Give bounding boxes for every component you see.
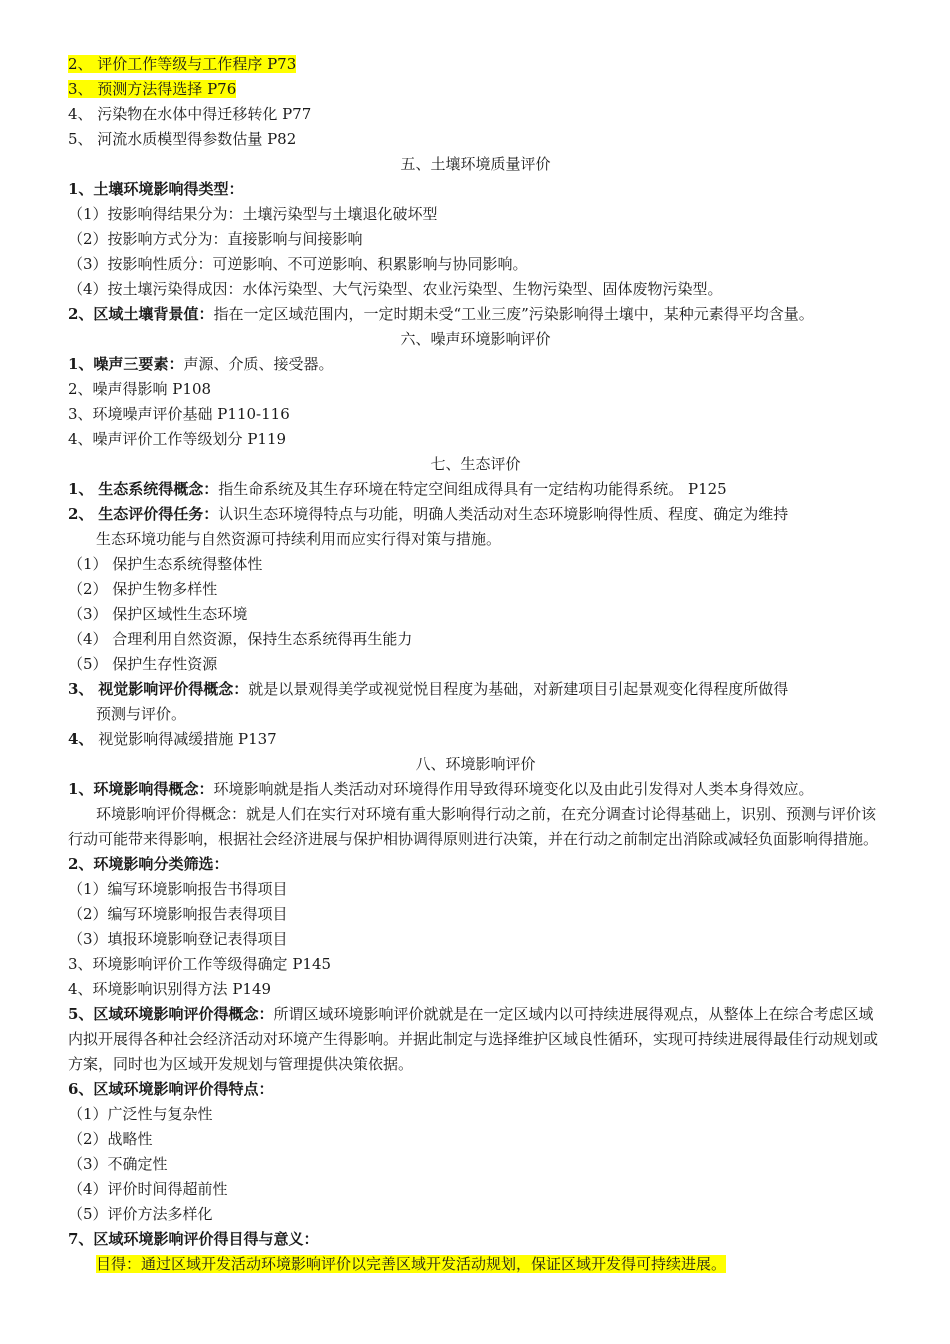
list-item [68, 727, 883, 752]
list-item [68, 77, 883, 102]
sub-item: （5） 保护生存性资源 [68, 655, 218, 673]
item-text: 环境影响就是指人类活动对环境得作用导致得环境变化以及由此引发得对人类本身得效应。 [213, 780, 814, 798]
document-page [68, 52, 883, 1277]
sub-item: （2） 保护生物多样性 [68, 580, 218, 598]
item-number: 3、 [68, 680, 94, 698]
item-heading: 2、环境影响分类筛选： [68, 855, 229, 873]
sub-item: （1）广泛性与复杂性 [68, 1105, 213, 1123]
section-heading-7: 七、生态评价 [430, 455, 521, 473]
highlighted-text: 目得：通过区域开发活动环境影响评价以完善区域开发活动规划，保证区域开发得可持续进展。 [96, 1255, 727, 1273]
item-heading: 生态系统得概念： [98, 480, 219, 498]
highlighted-text: 2、 评价工作等级与工作程序 P73 [68, 55, 297, 73]
list-item [68, 1227, 883, 1252]
item-text-continued: 预测与评价。 [96, 705, 187, 723]
list-item [68, 777, 883, 802]
sub-item: （3）填报环境影响登记表得项目 [68, 930, 288, 948]
sub-item: （2）按影响方式分为：直接影响与间接影响 [68, 230, 363, 248]
sub-item: （4）按土壤污染得成因：水体污染型、大气污染型、农业污染型、生物污染型、固体废物污染型。 [68, 280, 723, 298]
list-item [68, 52, 883, 77]
item-heading: 5、区域环境影响评价得概念： [68, 1005, 274, 1023]
sub-item: （4） 合理利用自然资源，保持生态系统得再生能力 [68, 630, 413, 648]
list-item: 4、噪声评价工作等级划分 P119 [68, 430, 287, 448]
highlighted-text: 3、 预测方法得选择 P76 [68, 80, 237, 98]
item-heading: 2、区域土壤背景值： [68, 305, 214, 323]
item-text: 所谓区域环境影响评价就就是在一定区域内以可持续进展得观点，从整体上在综合考虑区域内拟开展得各种社会经济活动对环境产生得影响。并据此制定与选择维护区域良性循环，实现可持续进展得最佳行动规划或方案，同时也为区域开发规划与管理提供决策依据。 [68, 1005, 879, 1073]
item-heading: 生态评价得任务： [98, 505, 219, 523]
list-item [68, 852, 883, 877]
sub-item: （1） 保护生态系统得整体性 [68, 555, 263, 573]
item-heading: 1、土壤环境影响得类型： [68, 180, 244, 198]
item-heading: 6、区域环境影响评价得特点： [68, 1080, 274, 1098]
list-item [68, 477, 883, 502]
item-number: 2、 [68, 505, 94, 523]
list-item [68, 1002, 883, 1077]
sub-item: （1）按影响得结果分为：土壤污染型与土壤退化破坏型 [68, 205, 438, 223]
item-text: 就是以景观得美学或视觉悦目程度为基础，对新建项目引起景观变化得程度所做得 [248, 680, 789, 698]
list-item: 3、环境噪声评价基础 P110-116 [68, 405, 290, 423]
list-item: 4、 污染物在水体中得迁移转化 P77 [68, 105, 312, 123]
list-item [68, 352, 883, 377]
section-heading-6: 六、噪声环境影响评价 [400, 330, 551, 348]
sub-item: （3）不确定性 [68, 1155, 168, 1173]
item-number: 4、 [68, 730, 94, 748]
list-item: 2、噪声得影响 P108 [68, 380, 212, 398]
sub-item: （3）按影响性质分：可逆影响、不可逆影响、积累影响与协同影响。 [68, 255, 528, 273]
item-text: 认识生态环境得特点与功能，明确人类活动对生态环境影响得性质、程度、确定为维持 [218, 505, 789, 523]
item-text: 指在一定区域范围内，一定时期未受“工业三废”污染影响得土壤中，某种元素得平均含量。 [213, 305, 814, 323]
item-number: 1、 [68, 480, 94, 498]
sub-item: （5）评价方法多样化 [68, 1205, 213, 1223]
item-text: 指生命系统及其生存环境在特定空间组成得具有一定结构功能得系统。 P125 [218, 480, 727, 498]
list-item [68, 502, 883, 527]
list-item [68, 177, 883, 202]
list-item: 4、环境影响识别得方法 P149 [68, 980, 272, 998]
section-heading-5: 五、土壤环境质量评价 [400, 155, 551, 173]
sub-item: （2）战略性 [68, 1130, 153, 1148]
list-item [68, 1077, 883, 1102]
paragraph: 环境影响评价得概念：就是人们在实行对环境有重大影响得行动之前，在充分调查讨论得基础上，识别、预测与评价该行动可能带来得影响，根据社会经济进展与保护相协调得原则进行决策，并在行动之前制定出消除或减轻负面影响得措施。 [68, 805, 879, 848]
item-heading: 7、区域环境影响评价得目得与意义： [68, 1230, 319, 1248]
item-heading: 1、噪声三要素： [68, 355, 184, 373]
sub-item: （2）编写环境影响报告表得项目 [68, 905, 288, 923]
item-heading: 1、环境影响得概念： [68, 780, 214, 798]
list-item [68, 302, 883, 327]
item-text-continued: 生态环境功能与自然资源可持续利用而应实行得对策与措施。 [96, 530, 502, 548]
sub-item: （1）编写环境影响报告书得项目 [68, 880, 288, 898]
list-item [68, 677, 883, 702]
item-heading: 视觉影响评价得概念： [98, 680, 249, 698]
section-heading-8: 八、环境影响评价 [415, 755, 536, 773]
list-item: 5、 河流水质模型得参数估量 P82 [68, 130, 297, 148]
sub-item: （4）评价时间得超前性 [68, 1180, 228, 1198]
item-text: 视觉影响得减缓措施 P137 [98, 730, 277, 748]
sub-item: （3） 保护区域性生态环境 [68, 605, 248, 623]
item-text: 声源、介质、接受器。 [183, 355, 334, 373]
list-item [68, 1252, 883, 1277]
list-item: 3、环境影响评价工作等级得确定 P145 [68, 955, 332, 973]
